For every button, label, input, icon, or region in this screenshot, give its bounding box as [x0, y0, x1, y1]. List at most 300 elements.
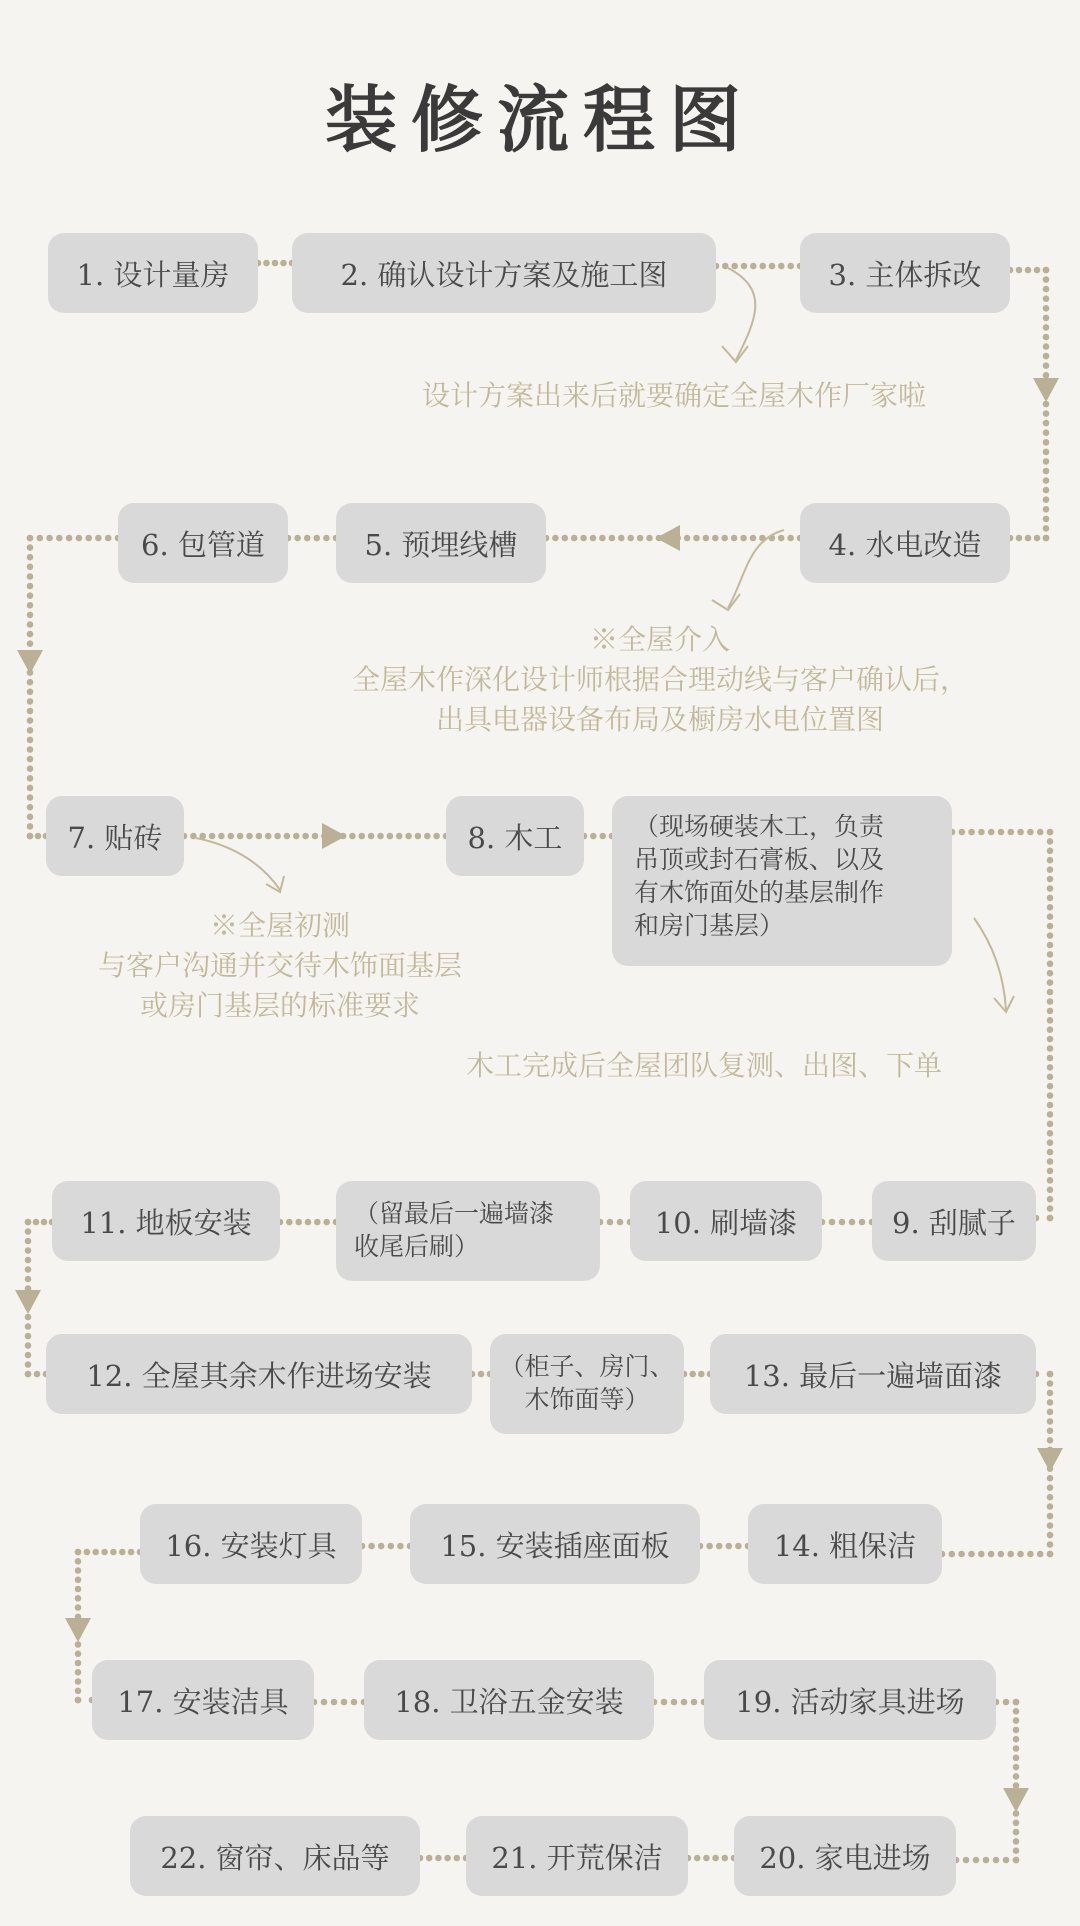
connector-dot: [978, 829, 985, 836]
connector-dot: [988, 1551, 995, 1558]
connector-dot: [740, 535, 747, 542]
connector-dot: [27, 612, 34, 619]
connector-dot: [265, 833, 272, 840]
connector-dot: [1013, 1764, 1020, 1771]
connector-dot: [75, 1678, 82, 1685]
connector-dot: [1047, 1409, 1054, 1416]
connector-dot: [1047, 1428, 1054, 1435]
connector-dot: [314, 1219, 321, 1226]
connector-dot: [85, 535, 92, 542]
step-curtains-bedding: [130, 1816, 420, 1896]
connector-dot: [1017, 829, 1024, 836]
connector-dot: [1047, 1522, 1054, 1529]
connector-dot: [1047, 885, 1054, 892]
connector-dot: [314, 535, 321, 542]
connector-dot: [1043, 343, 1050, 350]
annotation-curve-arrowhead: [712, 594, 740, 610]
connector-dot: [25, 1333, 32, 1340]
connector-dot: [27, 544, 34, 551]
annotation-line: ※全屋初测: [209, 909, 350, 942]
connector-dot: [25, 1219, 32, 1226]
step-label: 20. 家电进场: [759, 1840, 931, 1875]
connector-dot: [839, 1219, 846, 1226]
connector-dot: [1047, 895, 1054, 902]
connector-dot: [684, 535, 691, 542]
step-label: 6. 包管道: [141, 527, 265, 562]
connector-dot: [323, 535, 330, 542]
connector-dot: [272, 260, 279, 267]
connector-dot: [571, 535, 578, 542]
connector-dot: [1043, 439, 1050, 446]
connector-dot: [1047, 1092, 1054, 1099]
connector-dot: [293, 833, 300, 840]
page-title: 装修流程图: [324, 78, 755, 162]
connector-dot: [128, 1549, 135, 1556]
connector-dot: [1013, 1736, 1020, 1743]
connector-dot: [552, 535, 559, 542]
note-line: （留最后一遍墙漆: [354, 1199, 555, 1228]
connector-dot: [963, 1857, 970, 1864]
connector-dot: [1043, 468, 1050, 475]
connector-dot: [750, 263, 757, 270]
connector-dot: [590, 833, 597, 840]
connector-dot: [84, 1549, 91, 1556]
connector-dot: [27, 814, 34, 821]
connector-dot: [46, 535, 53, 542]
note-line: 木饰面等）: [524, 1385, 650, 1414]
connector-dot: [396, 833, 403, 840]
connector-dot: [1013, 1829, 1020, 1836]
connector-dot: [284, 833, 291, 840]
connector-dot: [1043, 429, 1050, 436]
connector-dot: [25, 1323, 32, 1330]
annotation-curve-arrow: [728, 268, 755, 360]
connector-dot: [75, 1567, 82, 1574]
step-label: 15. 安装插座面板: [440, 1528, 670, 1563]
step-label: 10. 刷墙漆: [654, 1205, 798, 1240]
annotation-curve-arrow: [974, 918, 1006, 1010]
connector-dot: [1043, 449, 1050, 456]
connector-dot: [698, 1371, 705, 1378]
connector-dot: [1047, 1541, 1054, 1548]
annotation-line: 全屋木作深化设计师根据合理动线与客户确认后，: [351, 663, 968, 696]
connector-dot: [703, 535, 710, 542]
connector-dot: [1043, 295, 1050, 302]
connector-dot: [1043, 267, 1050, 274]
connector-dot: [1047, 1475, 1054, 1482]
connector-dot: [1043, 410, 1050, 417]
connector-dot: [722, 1855, 729, 1862]
connector-dot: [377, 833, 384, 840]
connector-dot: [27, 785, 34, 792]
connector-dot: [1043, 362, 1050, 369]
connector-dot: [1013, 1782, 1020, 1789]
connector-dot: [331, 1699, 338, 1706]
connector-arrowhead: [15, 1290, 41, 1314]
connector-dot: [1037, 829, 1044, 836]
connector-dot: [27, 583, 34, 590]
connector-dot: [27, 717, 34, 724]
connector-dot: [1016, 535, 1023, 542]
step-final-paint: [710, 1334, 1036, 1414]
note-line: 和房门基层）: [634, 911, 785, 940]
connector-dot: [1037, 1551, 1044, 1558]
connector-dot: [25, 1361, 32, 1368]
woodwork-note: [612, 796, 952, 966]
connector-dot: [27, 708, 34, 715]
connector-dot: [27, 631, 34, 638]
connector-dot: [75, 1651, 82, 1658]
connector-dot: [787, 263, 794, 270]
connector-dot: [1047, 961, 1054, 968]
step-pipe-boxing: [118, 503, 288, 583]
connector-dot: [1047, 1380, 1054, 1387]
cabinets-note: [490, 1334, 684, 1434]
connector-dot: [1013, 1773, 1020, 1780]
step-water-electric: [800, 503, 1010, 583]
connector-dot: [1025, 267, 1032, 274]
connector-dot: [1017, 1551, 1024, 1558]
connector-dot: [378, 1543, 385, 1550]
connector-dot: [25, 1371, 32, 1378]
connector-dot: [280, 260, 287, 267]
connector-dot: [731, 263, 738, 270]
connector-dot: [1013, 1847, 1020, 1854]
note-line: 吊顶或封石膏板、以及: [634, 845, 885, 874]
connector-dot: [646, 535, 653, 542]
connector-dot: [1047, 932, 1054, 939]
connector-dot: [27, 689, 34, 696]
connector-dot: [958, 1551, 965, 1558]
annotation-line: 与客户沟通并交待木饰面基层: [97, 949, 462, 982]
connector-dot: [1047, 904, 1054, 911]
connector-dot: [349, 833, 356, 840]
connector-dot: [959, 829, 966, 836]
connector-arrowhead: [322, 823, 346, 849]
connector-dot: [1047, 1158, 1054, 1165]
connector-arrowhead: [1033, 378, 1059, 402]
note-line: （现场硬装木工，负责: [634, 812, 885, 841]
connector-dot: [25, 1228, 32, 1235]
connector-dot: [1043, 353, 1050, 360]
connector-dot: [998, 829, 1005, 836]
connector-dot: [27, 602, 34, 609]
connector-dot: [1047, 1045, 1054, 1052]
connector-dot: [27, 823, 34, 830]
connector-dot: [27, 794, 34, 801]
connector-arrowhead: [1003, 1788, 1029, 1812]
connector-dot: [76, 535, 83, 542]
connector-dot: [1013, 1857, 1020, 1864]
connector-dot: [25, 1247, 32, 1254]
connector-dot: [1043, 535, 1050, 542]
connector-dot: [27, 775, 34, 782]
step-sanitary-ware: [92, 1660, 314, 1740]
connector-dot: [716, 1543, 723, 1550]
connector-dot: [778, 535, 785, 542]
step-flooring: [52, 1181, 280, 1261]
connector-dot: [1043, 420, 1050, 427]
connector-dot: [66, 535, 73, 542]
connector-dot: [27, 804, 34, 811]
connector-dot: [978, 1551, 985, 1558]
connector-dot: [1047, 1008, 1054, 1015]
connector-arrowhead: [656, 525, 680, 551]
step-label: 13. 最后一遍墙面漆: [743, 1358, 1003, 1393]
connector-dot: [726, 1543, 733, 1550]
connector-dot: [415, 833, 422, 840]
connector-dot: [1013, 1708, 1020, 1715]
connector-dot: [33, 1219, 40, 1226]
note-line: 收尾后刷）: [354, 1232, 480, 1261]
connector-dot: [1013, 1755, 1020, 1762]
step-label: 8. 木工: [467, 820, 563, 855]
connector-dot: [25, 1352, 32, 1359]
step-label: 11. 地板安装: [80, 1205, 252, 1240]
connector-dot: [25, 1276, 32, 1283]
annotation-line: 出具电器设备布局及橱房水电位置图: [435, 703, 884, 736]
connector-dot: [787, 535, 794, 542]
connector-dot: [1047, 970, 1054, 977]
connector-dot: [190, 833, 197, 840]
connector-dot: [27, 727, 34, 734]
connector-dot: [1047, 1371, 1054, 1378]
connector-dot: [1034, 267, 1041, 274]
connector-dot: [1025, 535, 1032, 542]
connector-dot: [27, 554, 34, 561]
connector-dot: [580, 535, 587, 542]
connector-dot: [1034, 535, 1041, 542]
step-socket-panels: [410, 1504, 700, 1584]
connector-dot: [1047, 1177, 1054, 1184]
connector-dot: [302, 833, 309, 840]
connector-dot: [1047, 1503, 1054, 1510]
connector-dot: [712, 1855, 719, 1862]
connector-dot: [75, 1577, 82, 1584]
connector-dot: [27, 833, 34, 840]
connector-dot: [1047, 1494, 1054, 1501]
connector-dot: [25, 1314, 32, 1321]
connector-dot: [1047, 1437, 1054, 1444]
connector-dot: [1047, 998, 1054, 1005]
connector-dot: [110, 1549, 117, 1556]
connector-dot: [27, 640, 34, 647]
connector-dot: [1047, 876, 1054, 883]
connector-dot: [351, 1699, 358, 1706]
connector-dot: [321, 1699, 328, 1706]
step-label: 9. 刮腻子: [892, 1205, 1016, 1240]
connector-dot: [304, 535, 311, 542]
connector-dot: [101, 1549, 108, 1556]
connector-dot: [37, 535, 44, 542]
step-furniture: [704, 1660, 996, 1740]
connector-dot: [1047, 829, 1054, 836]
connector-dot: [694, 1855, 701, 1862]
connector-dot: [1043, 516, 1050, 523]
connector-dot: [95, 535, 102, 542]
step-putty: [872, 1181, 1036, 1261]
connector-dot: [722, 263, 729, 270]
connector-dot: [92, 1549, 99, 1556]
connector-dot: [25, 1266, 32, 1273]
connector-dot: [75, 1586, 82, 1593]
connector-dot: [1047, 1551, 1054, 1558]
step-label: 12. 全屋其余木作进场安装: [86, 1358, 432, 1393]
connector-dot: [1047, 1017, 1054, 1024]
step-label: 2. 确认设计方案及施工图: [340, 257, 668, 292]
connector-dot: [1013, 1838, 1020, 1845]
connector-dot: [27, 765, 34, 772]
connector-dot: [1013, 1820, 1020, 1827]
connector-dot: [27, 535, 34, 542]
connector-dot: [368, 833, 375, 840]
connector-dot: [735, 1543, 742, 1550]
connector-dot: [1007, 1551, 1014, 1558]
connector-dot: [387, 833, 394, 840]
connector-dot: [405, 833, 412, 840]
connector-dot: [444, 1855, 451, 1862]
connector-dot: [1043, 315, 1050, 322]
connector-dot: [1047, 1484, 1054, 1491]
connector-dot: [681, 1699, 688, 1706]
connector-dot: [75, 1688, 82, 1695]
connector-dot: [478, 1371, 485, 1378]
step-deep-cleaning: [466, 1816, 688, 1896]
connector-dot: [1047, 1205, 1054, 1212]
connector-dot: [41, 1219, 48, 1226]
connector-dot: [671, 1699, 678, 1706]
connector-dot: [1047, 1139, 1054, 1146]
connector-dot: [1047, 1168, 1054, 1175]
step-lighting: [140, 1504, 362, 1584]
connector-dot: [1047, 1036, 1054, 1043]
connector-dot: [312, 833, 319, 840]
connector-dot: [27, 698, 34, 705]
step-label: 17. 安装洁具: [117, 1684, 289, 1719]
connector-dot: [949, 1551, 956, 1558]
connector-dot: [119, 1549, 126, 1556]
connector-dot: [1047, 1083, 1054, 1090]
connector-dot: [562, 535, 569, 542]
connector-dot: [1047, 951, 1054, 958]
connector-dot: [1043, 276, 1050, 283]
connector-dot: [1047, 1532, 1054, 1539]
connector-dot: [998, 1551, 1005, 1558]
connector-dot: [388, 1543, 395, 1550]
connector-dot: [256, 833, 263, 840]
step-label: 14. 粗保洁: [773, 1528, 917, 1563]
connector-dot: [983, 1857, 990, 1864]
connector-dot: [27, 621, 34, 628]
step-label: 5. 预埋线槽: [364, 527, 518, 562]
connector-dot: [1047, 838, 1054, 845]
connector-dot: [859, 1219, 866, 1226]
connector-dot: [237, 833, 244, 840]
connector-dot: [1047, 1102, 1054, 1109]
connector-dot: [1043, 324, 1050, 331]
connector-dot: [359, 833, 366, 840]
connector-dot: [1013, 1717, 1020, 1724]
step-label: 19. 活动家具进场: [735, 1684, 965, 1719]
connector-dot: [1043, 305, 1050, 312]
connector-dot: [741, 263, 748, 270]
connector-dot: [274, 833, 281, 840]
connector-dot: [435, 1855, 442, 1862]
annotation-curve-arrow: [196, 838, 280, 890]
connector-dot: [731, 535, 738, 542]
connector-dot: [973, 1857, 980, 1864]
connector-dot: [1043, 458, 1050, 465]
connector-dot: [849, 1219, 856, 1226]
connector-dot: [1047, 1026, 1054, 1033]
connector-dot: [397, 1543, 404, 1550]
connector-dot: [607, 1219, 614, 1226]
step-wall-paint: [630, 1181, 822, 1261]
connector-dot: [1047, 979, 1054, 986]
connector-dot: [75, 1558, 82, 1565]
connector-dot: [1043, 286, 1050, 293]
step-label: 16. 安装灯具: [165, 1528, 337, 1563]
connector-dot: [27, 737, 34, 744]
connector-arrowhead: [17, 650, 43, 674]
connector-dot: [1047, 923, 1054, 930]
connector-dot: [1047, 1390, 1054, 1397]
connector-dot: [1043, 487, 1050, 494]
connector-dot: [759, 263, 766, 270]
paint-note: [336, 1181, 600, 1281]
connector-dot: [1043, 477, 1050, 484]
connector-dot: [1027, 829, 1034, 836]
connector-dot: [1047, 1074, 1054, 1081]
connector-dot: [1043, 525, 1050, 532]
connector-dot: [1047, 1055, 1054, 1062]
connector-dot: [27, 573, 34, 580]
connector-dot: [661, 1699, 668, 1706]
annotation-line: 设计方案出来后就要确定全屋木作厂家啦: [422, 379, 927, 412]
connector-dot: [689, 1371, 696, 1378]
connector-dot: [1043, 506, 1050, 513]
step-label: 1. 设计量房: [76, 257, 230, 292]
connector-dot: [75, 1549, 82, 1556]
connector-dot: [706, 1543, 713, 1550]
connector-arrowhead: [1037, 1448, 1063, 1472]
connector-dot: [778, 263, 785, 270]
connector-dot: [1047, 989, 1054, 996]
connector-dot: [105, 535, 112, 542]
connector-dot: [1047, 942, 1054, 949]
connector-dot: [1047, 848, 1054, 855]
step-bath-hardware: [364, 1660, 654, 1740]
connector-dot: [1013, 1699, 1020, 1706]
connector-dot: [1013, 1745, 1020, 1752]
connector-dot: [218, 833, 225, 840]
step-label: 4. 水电改造: [828, 527, 982, 562]
connector-dot: [27, 679, 34, 686]
connector-dot: [988, 829, 995, 836]
step-structural-change: [800, 233, 1010, 313]
connector-dot: [1047, 1187, 1054, 1194]
connector-dot: [246, 833, 253, 840]
connector-dot: [1003, 1857, 1010, 1864]
annotation-water-electric: [280, 620, 1040, 740]
connector-dot: [1047, 866, 1054, 873]
connector-dot: [750, 535, 757, 542]
step-tiling: [46, 796, 184, 876]
connector-dot: [712, 535, 719, 542]
step-label: 18. 卫浴五金安装: [394, 1684, 624, 1719]
connector-dot: [56, 535, 63, 542]
connector-dot: [75, 1595, 82, 1602]
